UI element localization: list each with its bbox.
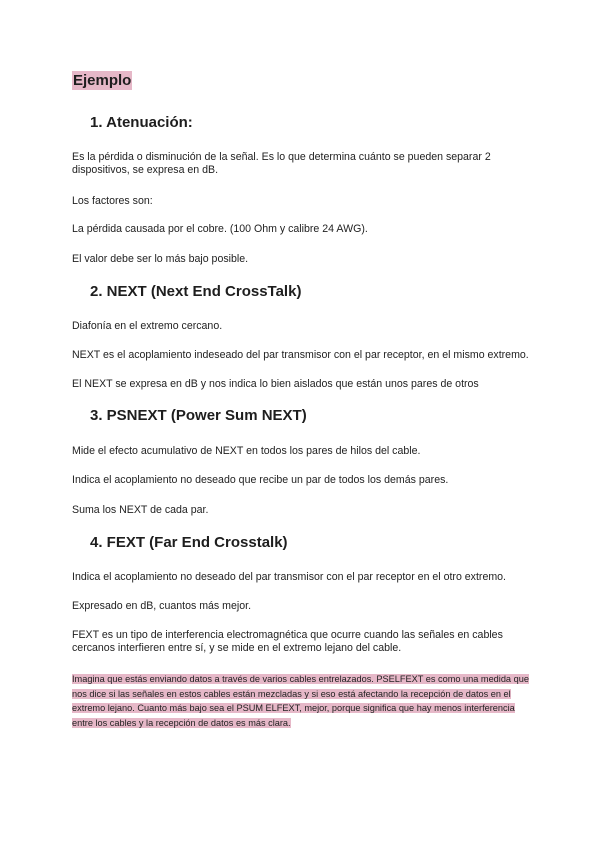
paragraph: El NEXT se expresa en dB y nos indica lo bien aislados que están unos pares de otros [72,378,479,390]
section-title-psnext: 3. PSNEXT (Power Sum NEXT) [90,407,307,424]
paragraph: Diafonía en el extremo cercano. [72,320,223,332]
highlighted-note-text: Imagina que estás enviando datos a través de varios cables entrelazados. PSELFEXT es como una medida que nos dice si las señales en estos cables están mezcladas y si eso está afectando la recepción de datos en el extremo lejano. Cuanto más bajo sea el PSUM ELFEXT, mejor, porque significa que hay menos interferencia entre los cables y la recepción de datos es más clara. [72,674,529,728]
paragraph: FEXT es un tipo de interferencia electromagnética que ocurre cuando las señales en cables cercanos interfieren entre sí, y se mide en el extremo lejano del cable. [72,629,503,654]
paragraph: La pérdida causada por el cobre. (100 Ohm y calibre 24 AWG). [72,223,368,235]
section-title-fext: 4. FEXT (Far End Crosstalk) [90,534,288,551]
highlighted-note [72,672,534,730]
paragraph: El valor debe ser lo más bajo posible. [72,253,249,265]
paragraph: Suma los NEXT de cada par. [72,504,209,516]
paragraph: Los factores son: [72,195,153,207]
paragraph: Expresado en dB, cuantos más mejor. [72,600,252,612]
paragraph: Es la pérdida o disminución de la señal. Es lo que determina cuánto se pueden separar 2 dispositivos, se expresa en dB. [72,151,491,176]
section-title-next: 2. NEXT (Next End CrossTalk) [90,283,302,300]
paragraph: Indica el acoplamiento no deseado que recibe un par de todos los demás pares. [72,474,449,486]
section-title-atenuacion: 1. Atenuación: [90,114,193,131]
paragraph: Mide el efecto acumulativo de NEXT en todos los pares de hilos del cable. [72,445,421,457]
paragraph: NEXT es el acoplamiento indeseado del par transmisor con el par receptor, en el mismo extremo. [72,349,529,361]
paragraph: Indica el acoplamiento no deseado del par transmisor con el par receptor en el otro extremo. [72,571,506,583]
example-heading: Ejemplo [73,72,132,89]
